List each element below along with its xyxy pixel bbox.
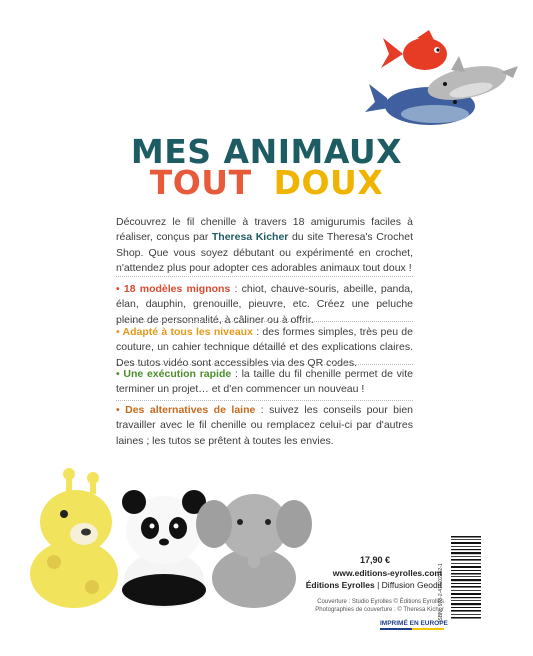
eu-flag-bar bbox=[380, 628, 444, 630]
book-title-line1: MES ANIMAUX bbox=[130, 132, 403, 171]
bullet-heading: • Une exécution rapide bbox=[116, 368, 232, 380]
intro-text-part2: du site Theresa's Crochet Shop. Que vous soyez débutant ou expérimenté en crochet, n'attendez plus pour adopter ces adorables animaux tout doux ! bbox=[116, 231, 413, 275]
bullet-text: : chiot, chauve-souris, abeille, panda, élan, dauphin, grenouille, pieuvre, etc. Créez une peluche pleine de personnalité, à câliner ou à offrir. bbox=[116, 283, 413, 326]
title-word-doux: DOUX bbox=[273, 163, 384, 202]
price: 17,90 € bbox=[360, 555, 391, 565]
bullet-text: : la taille du fil chenille permet de vite terminer un projet… et d'en commencer un nouveau ! bbox=[116, 368, 413, 396]
bullet-heading: • Adapté à tous les niveaux bbox=[116, 326, 253, 338]
elephant-toy bbox=[196, 494, 312, 608]
red-fish-toy bbox=[381, 30, 447, 70]
distributor: | Diffusion Geodif bbox=[377, 580, 442, 590]
bullet-text: : des formes simples, très peu de couture, un cahier technique détaillé et des explications claires. Des tutos vidéo sont accessibles via des QR codes. bbox=[116, 326, 413, 369]
publisher-url[interactable]: www.editions-eyrolles.com bbox=[332, 568, 442, 578]
intro-text-part1: Découvrez le fil chenille à travers 18 amigurumis faciles à réaliser, conçus par bbox=[116, 216, 413, 244]
publisher-name: Éditions Eyrolles bbox=[305, 580, 375, 590]
separator bbox=[116, 364, 413, 365]
giraffe-toy bbox=[30, 468, 118, 608]
publisher-line bbox=[300, 580, 442, 590]
bullet-speed bbox=[116, 367, 413, 398]
separator bbox=[116, 400, 413, 401]
separator bbox=[116, 276, 413, 277]
printed-in-europe: IMPRIMÉ EN EUROPE bbox=[380, 620, 448, 627]
intro-paragraph bbox=[116, 215, 413, 277]
credit-line: Couverture : Studio Eyrolles © Éditions Eyrolles bbox=[317, 599, 444, 605]
bullet-heading: • 18 modèles mignons bbox=[116, 283, 231, 295]
credit-line: Photographies de couverture : © Theresa Kicher bbox=[315, 607, 444, 613]
separator bbox=[116, 321, 413, 322]
isbn-text: ISBN : 978-2-416-02152-1 bbox=[438, 563, 444, 622]
author-name: Theresa Kicher bbox=[211, 231, 289, 244]
bullet-text: : suivez les conseils pour bien travailler avec le fil chenille ou remplacez celui-ci par d'autres laines ; les tutos se prêtent à toutes les envies. bbox=[116, 404, 413, 447]
fish-whales-illustration bbox=[355, 28, 525, 133]
cover-credits bbox=[298, 598, 444, 614]
panda-toy bbox=[122, 490, 206, 608]
plush-animals-illustration bbox=[14, 462, 314, 612]
title-word-tout: TOUT bbox=[149, 163, 252, 202]
barcode-icon bbox=[450, 532, 484, 622]
bullet-alternatives bbox=[116, 403, 413, 449]
book-title-line2 bbox=[0, 163, 533, 202]
bullet-heading: • Des alternatives de laine bbox=[116, 404, 256, 416]
